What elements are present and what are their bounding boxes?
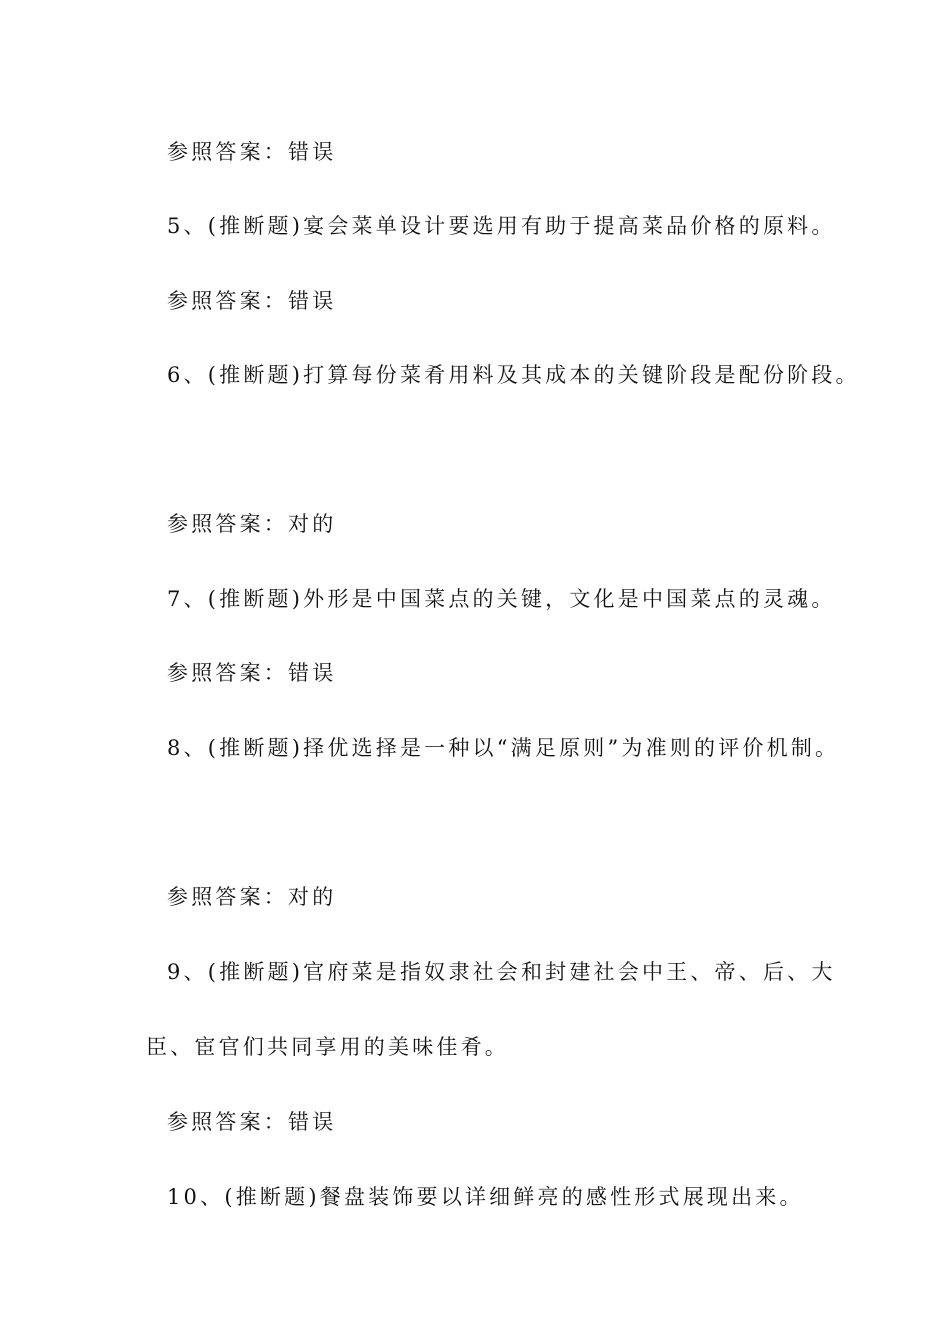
- question-10: 10、(推断题)餐盘装饰要以详细鲜亮的感性形式展现出来。: [167, 1185, 804, 1209]
- question-6: 6、(推断题)打算每份菜肴用料及其成本的关键阶段是配份阶段。: [167, 363, 860, 387]
- question-8: 8、(推断题)择优选择是一种以“满足原则”为准则的评价机制。: [167, 736, 840, 760]
- answer-line-5: 参照答案：错误: [167, 289, 337, 313]
- answer-line-7: 参照答案：错误: [167, 661, 337, 685]
- question-5: 5、(推断题)宴会菜单设计要选用有助于提高菜品价格的原料。: [167, 214, 836, 238]
- question-7: 7、(推断题)外形是中国菜点的关键，文化是中国菜点的灵魂。: [167, 587, 836, 611]
- question-9: 9、(推断题)官府菜是指奴隶社会和封建社会中王、帝、后、大: [167, 960, 836, 984]
- answer-line-9: 参照答案：错误: [167, 1110, 337, 1134]
- question-9-continued: 臣、宦官们共同享用的美味佳肴。: [146, 1035, 509, 1059]
- answer-line-6: 参照答案：对的: [167, 512, 337, 536]
- answer-line-4: 参照答案：错误: [167, 140, 337, 164]
- answer-line-8: 参照答案：对的: [167, 885, 337, 909]
